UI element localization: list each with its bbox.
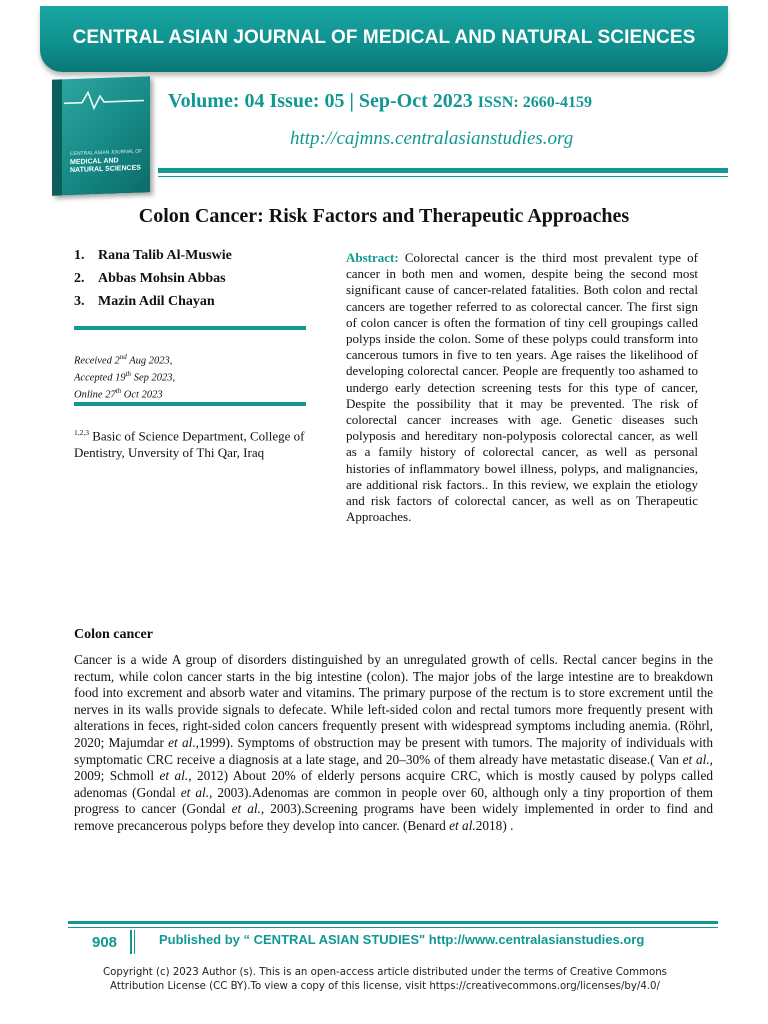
citation-et-al: et al., xyxy=(180,784,213,800)
abstract-label: Abstract: xyxy=(346,250,399,265)
body-text: .,1999). Symptoms of obstruction may be present with tumors. The majority of individuals with symptomatic CRC receive a diagnosis at a late stage, and 20–30% of them already have metastatic disease.( Van xyxy=(74,734,713,767)
authors-divider xyxy=(74,326,306,330)
citation-et-al: et al., xyxy=(159,768,192,784)
author-item xyxy=(74,271,314,294)
journal-url-link[interactable]: http://cajmns.centralasianstudies.org xyxy=(290,128,574,149)
affiliation-text: Basic of Science Department, College of Dentistry, Unversity of Thi Qar, Iraq xyxy=(74,428,305,461)
footer-vertical-bar xyxy=(130,930,132,954)
body-text: 2012) About 20% of elderly persons acquire CRC, which is mostly caused by polyps called adenomas (Gondal xyxy=(74,768,713,800)
heartbeat-icon xyxy=(64,86,144,111)
citation-et-al: et al., xyxy=(682,751,713,767)
author-name: Mazin Adil Chayan xyxy=(98,294,215,309)
cover-small-text: CENTRAL ASIAN JOURNAL OF xyxy=(70,148,143,158)
journal-banner-title: CENTRAL ASIAN JOURNAL OF MEDICAL AND NATURAL SCIENCES xyxy=(72,27,696,48)
author-number: 1. xyxy=(74,248,85,263)
body-text: 2003).Adenomas are common in people over 60, although only a tiny proportion of them progress to cancer (Gondal xyxy=(74,784,713,817)
online-text: Online 27 xyxy=(74,389,116,401)
footer-divider-thin xyxy=(68,927,718,928)
header-divider-thin xyxy=(158,176,728,177)
header-divider xyxy=(158,168,728,173)
volume-text: Volume: 04 Issue: 05 | Sep-Oct 2023 xyxy=(168,90,473,112)
citation-et-al: et al., xyxy=(231,801,265,817)
accepted-text: Accepted 19 xyxy=(74,372,126,384)
citation-et-al: et al. xyxy=(449,817,476,833)
body-text: 2009; Schmoll xyxy=(74,768,160,784)
body-text: 2018) . xyxy=(475,817,514,833)
received-text: Received 2 xyxy=(74,355,120,367)
affiliation-sup: 1,2,3 xyxy=(74,428,89,437)
received-sup: nd xyxy=(119,353,127,361)
footer-divider xyxy=(68,921,718,924)
cover-big-text: MEDICAL AND NATURAL SCIENCES xyxy=(70,157,141,175)
volume-issue-line xyxy=(168,90,592,113)
author-list xyxy=(74,248,314,317)
author-number: 2. xyxy=(74,271,85,286)
author-name: Abbas Mohsin Abbas xyxy=(98,271,226,286)
published-by-link[interactable]: Published by “ CENTRAL ASIAN STUDIES" http://www.centralasianstudies.org xyxy=(159,932,645,947)
copyright-line: Copyright (c) 2023 Author (s). This is an open-access article distributed under the terms of Creative Commons xyxy=(103,967,667,978)
author-name: Rana Talib Al-Muswie xyxy=(98,248,232,263)
author-item xyxy=(74,248,314,271)
citation-et-al: et al xyxy=(168,734,193,750)
abstract-text: Colorectal cancer is the third most prevalent type of cancer in both men and women, despite being the second most significant cause of cancer-related fatalities. Both colon and rectal cancers are together referred to as colorectal cancer. The first sign of colon cancer is often the formation of tiny cell groupings called polyps inside the colon. Some of these polyps could transform into cancerous tumors in five to ten years. Age raises the likelihood of developing colorectal cancer. People are frequently too ashamed to undergo early detection screening tests for this type of cancer, Despite the possibility that it may be prevented. The risk of colorectal cancer increases with age. Genetic diseases such polyposis and hereditary non-polyposis colorectal cancer, as well as a family history of colorectal cancer, as well as personal histories of inflammatory bowel illness, polyps, and malignancies, are additional risk factors.. In this review, we explain the etiology and risk factors of colorectal cancer, as well as on Therapeutic Approaches. xyxy=(346,250,698,525)
article-title: Colon Cancer: Risk Factors and Therapeutic Approaches xyxy=(138,205,630,227)
dates-divider xyxy=(74,402,306,406)
issn-text: ISSN: 2660-4159 xyxy=(477,94,593,111)
received-date xyxy=(74,351,175,368)
online-date xyxy=(74,385,175,402)
journal-cover-image xyxy=(52,76,150,195)
license-link[interactable]: Attribution License (CC BY).To view a copy of this license, visit https://creativecommons.org/licenses/by/4.0/ xyxy=(110,981,660,992)
received-month: Aug 2023, xyxy=(126,355,173,367)
affiliation xyxy=(74,424,319,461)
body-paragraph xyxy=(74,652,713,835)
accepted-month: Sep 2023, xyxy=(131,372,176,384)
body-text: 2003).Screening programs have been widely implemented in order to find and remove precancerous polyps before they develop into cancer. (Benard xyxy=(74,801,713,833)
body-text: Cancer is a wide A group of disorders distinguished by an unregulated growth of cells. Rectal cancer begins in the rectum, while colon cancer starts in the big intestine (colon). The major jobs of the large intestine are to breakdown food into excrement and absorb water and vitamins. The primary purpose of the rectum is to store excrement until the nerves in its walls provide signals to defecate. While left-sided colon and rectal tumors more frequently present with alterations in feces, right-sided colon cancers frequently present with widespread symptoms including anemia. (Röhrl, 2020; Majumdar xyxy=(74,652,713,750)
accepted-sup: th xyxy=(125,370,132,378)
footer-vertical-bar-thin xyxy=(134,930,135,954)
cover-spine xyxy=(52,79,62,195)
copyright-notice xyxy=(60,966,710,994)
author-item xyxy=(74,294,314,317)
abstract xyxy=(346,250,698,525)
page-number: 908 xyxy=(92,934,118,951)
accepted-date xyxy=(74,368,175,385)
online-month: Oct 2023 xyxy=(121,389,163,401)
section-heading: Colon cancer xyxy=(74,627,153,642)
author-number: 3. xyxy=(74,294,85,309)
article-dates xyxy=(74,351,175,402)
online-sup: th xyxy=(115,387,122,395)
